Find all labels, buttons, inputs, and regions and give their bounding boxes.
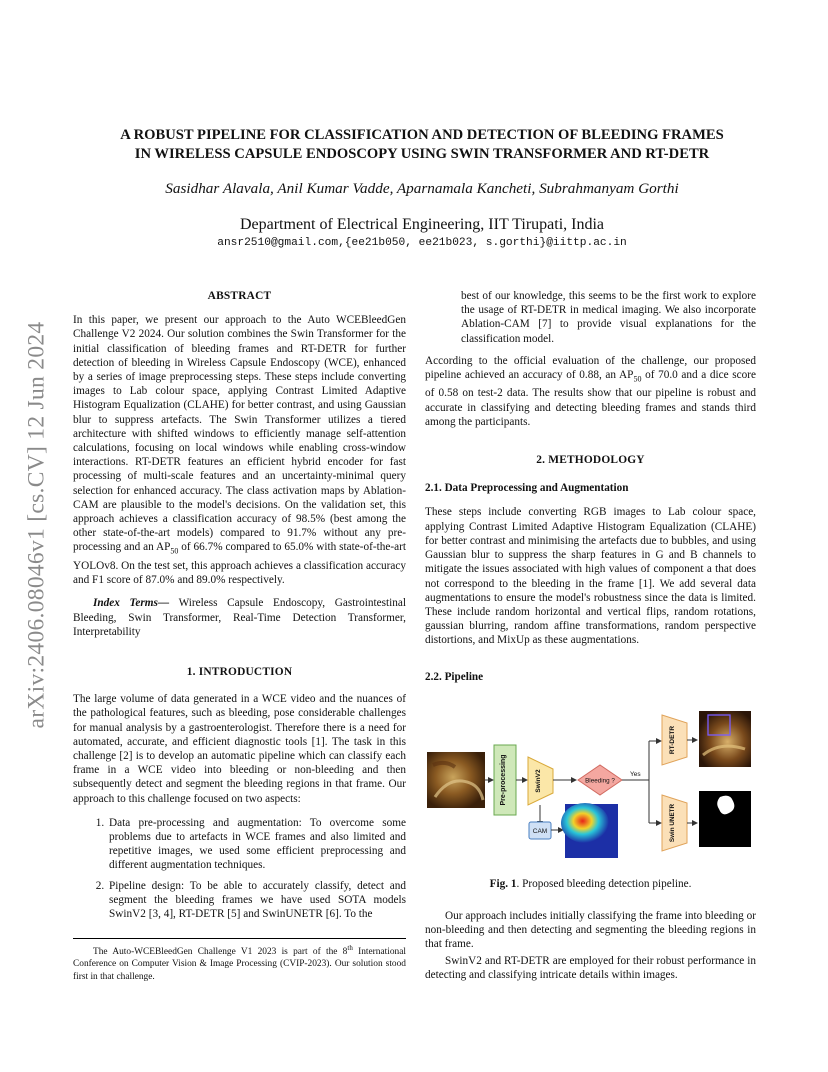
cam-block [529, 822, 551, 839]
detection-output-image [699, 711, 751, 767]
preprocessing-label: Pre-processing [500, 754, 507, 806]
swinv2-paragraph: SwinV2 and RT-DETR are employed for their robust performance in detecting and classifying intricate details within images. [425, 954, 756, 981]
title-line-1: A ROBUST PIPELINE FOR CLASSIFICATION AND DETECTION OF BLEEDING FRAMES [120, 127, 724, 143]
index-terms: Index Terms— Wireless Capsule Endoscopy, Gastrointestinal Bleeding, Swin Transformer, Real-Time Detection Transformer, Interpretability [73, 597, 406, 638]
swinv2-block [528, 757, 553, 805]
subsection-heading: 2.1. Data Preprocessing and Augmentation [425, 482, 629, 495]
rtdetr-block [662, 715, 687, 765]
emails: ansr2510@gmail.com,{ee21b050, ee21b023, s.gorthi}@iittp.ac.in [217, 237, 627, 249]
preprocessing-body: These steps include converting RGB images to Lab colour space, applying Contrast Limited Adaptive Histogram Equalization (CLAHE) for better contrast and minimising the artefacts due to bubbles, and using Gaussian blur to suppress the sharp features in G and B channels to mitigate the issues associated with high values of component a that does not correspond to the bleeding in the frame [1]. We add several data augmentations to ensure the model's robustness since the data is limited. These include random horizontal and vertical flips, random rotations, gaussian blurring, random affine transformations, random perspective distortions, and MixUp as these augmentations. [425, 506, 756, 647]
department: Department of Electrical Engineering, IIT Tirupati, India [239, 216, 605, 233]
rtdetr-label: RT-DETR [669, 725, 676, 755]
list-item: 1. Data pre-processing and augmentation: To overcome some problems due to artefacts in WCE frames and also limited and repetitive images, we used some efficient preprocessing and different augmentation techniques. [107, 816, 406, 873]
pipeline-figure [425, 705, 756, 865]
paper-title [72, 126, 772, 164]
figure-caption: Fig. 1. Proposed bleeding detection pipeline. [489, 878, 692, 890]
right-column-bottom [425, 909, 756, 982]
bleeding-label: Bleeding ? [585, 777, 615, 785]
right-column [425, 289, 756, 684]
intro-heading: 1. INTRODUCTION [186, 665, 293, 678]
intro-list [73, 816, 406, 921]
segmentation-mask [699, 791, 751, 847]
preprocessing-block [494, 745, 516, 815]
methodology-heading: 2. METHODOLOGY [536, 454, 645, 467]
list-item: 2. Pipeline design: To be able to accurately classify, detect and segment the bleeding frames we have used SOTA models SwinV2 [3, 4], RT-DETR [5] and SwinUNETR [6]. To the [107, 879, 406, 922]
footnote: The Auto-WCEBleedGen Challenge V1 2023 is part of the 8th International Conference on Computer Vision & Image Processing (CVIP-2023). Our solution stood first in that challenge. [73, 938, 406, 983]
approach-paragraph: Our approach includes initially classifying the frame into bleeding or non-bleeding and then detecting and segmenting the bleeding regions in that frame. [425, 910, 756, 951]
list-continuation: best of our knowledge, this seems to be the first work to explore the usage of RT-DETR in medical imaging. We also incorporate Ablation-CAM [7] to provide visual explanations for the classification model. [461, 290, 756, 345]
evaluation-paragraph: According to the official evaluation of the challenge, our proposed pipeline achieved an accuracy of 0.88, an $AP_{50}$ of 70.0 and a dice score of 0.58 on test-2 data. The results show that our pipeline is robust and accurate in classifying and detecting bleeding frames and stands third among the participants. [425, 354, 756, 428]
intro-body: The large volume of data generated in a WCE video and the nuances of the pathological features, such as bleeding, pose considerable challenges for manual analysis by a gastroenterologist. Therefore there is a need for automated, accurate, and efficient diagnostic tools [1]. The task in this challenge [2] is to develop an automatic pipeline which can classify each frame in a WCE video into bleeding or non-bleeding and then subsequently detect and segment the bleeding regions in that frame. Our approach to this challenge focused on two aspects: [73, 693, 406, 805]
abstract-body: In this paper, we present our approach to the Auto WCEBleedGen Challenge V2 2024. Our solution combines the Swin Transformer for the initial classification of bleeding frames and RT-DETR for further detection of bleeding in Wireless Capsule Endoscopy (WCE), enhanced by a series of image preprocessing steps. These steps include converting images to Lab colour space, applying Contrast Limited Adaptive Histogram Equalization (CLAHE) for better contrast, and using Gaussian blur to suppress artefacts. The Swin Transformer utilizes a tiered architecture with shifted windows to efficiently manage self-attention calculations, focusing on local windows while enabling cross-window interactions. RT-DETR features an efficient hybrid encoder for fast processing of multi-scale features and an uncertainty-minimal query selection for enhanced accuracy. The class activation maps by Ablation-CAM are plausible to the model's decisions. On the validation set, this approach achieves a classification accuracy of 98.5% (best among the other state-of-the-art models) compared to 91.7% without any pre-processing and an $AP_{50}$ of 66.7% compared to 65.0% with state-of-the-art YOLOv8. On the test set, this approach achieves a classification accuracy and F1 score of 87.0% and 89.0% respectively. [73, 314, 406, 587]
bleeding-decision [578, 765, 622, 795]
cam-label: CAM [532, 828, 548, 835]
input-endoscopy-image [427, 752, 485, 808]
swinv2-label: SwinV2 [535, 769, 542, 793]
arxiv-stamp: arXiv:2406.08046v1 [cs.CV] 12 Jun 2024 [23, 321, 50, 729]
yes-label: Yes [630, 771, 641, 778]
authors: Sasidhar Alavala, Anil Kumar Vadde, Aparnamala Kancheti, Subrahmanyam Gorthi [165, 180, 679, 197]
title-line-2: IN WIRELESS CAPSULE ENDOSCOPY USING SWIN TRANSFORMER AND RT-DETR [134, 146, 710, 162]
swinunetr-block [662, 795, 687, 851]
abstract-heading: ABSTRACT [207, 290, 272, 302]
left-column [73, 289, 406, 927]
swinunetr-label: Swin UNETR [669, 803, 676, 843]
subsection-heading: 2.2. Pipeline [425, 670, 484, 683]
cam-heatmap [561, 803, 618, 858]
